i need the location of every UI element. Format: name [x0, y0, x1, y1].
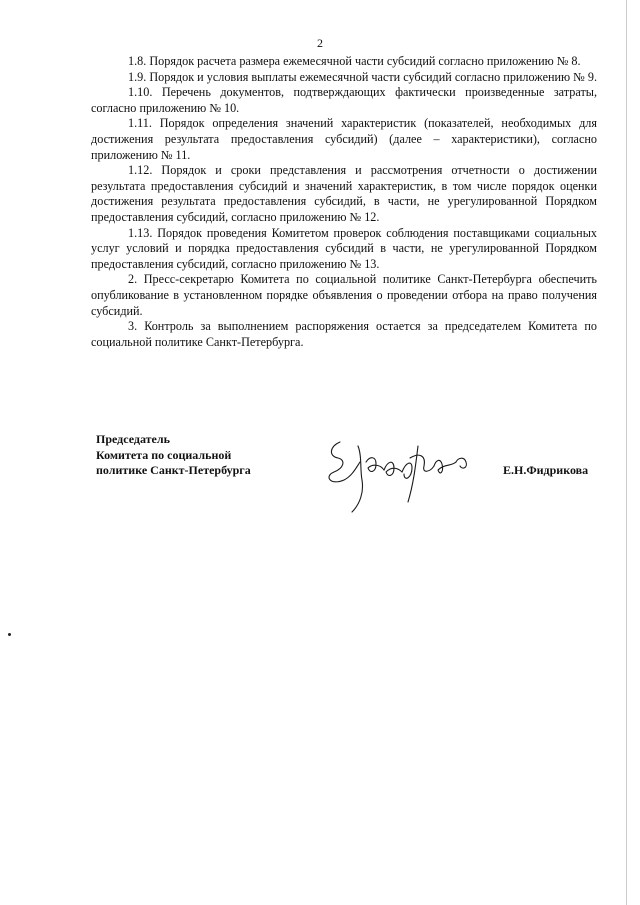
paragraph-1-9: 1.9. Порядок и условия выплаты ежемесячной части субсидий согласно приложению № 9. — [128, 69, 597, 84]
paragraph-1-11: 1.11. Порядок определения значений характеристик (показателей, необходимых для достижения результата предоставления субсидий) (далее – характеристики), согласно приложению № 11. — [91, 116, 597, 162]
paragraph-1-8: 1.8. Порядок расчета размера ежемесячной части субсидий согласно приложению № 8. — [128, 54, 581, 68]
signatory-title-line: политике Санкт-Петербурга — [96, 463, 251, 478]
signatory-title-line: Комитета по социальной — [96, 447, 232, 462]
signatory-title-line: Председатель — [96, 432, 170, 446]
scan-artifact-dot — [8, 633, 11, 636]
paragraph-1-13: 1.13. Порядок проведения Комитетом проверок соблюдения поставщиками социальных услуг условий и порядка предоставления субсидий в части, не урегулированной Порядком предоставления субсидий, согласно приложению № 13. — [91, 225, 597, 271]
paragraph-1-10: 1.10. Перечень документов, подтверждающих фактически произведенные затраты, согласно приложению № 10. — [91, 85, 597, 115]
signatory-name: Е.Н.Фидрикова — [503, 463, 589, 477]
paragraph-1-12: 1.12. Порядок и сроки представления и рассмотрения отчетности о достижении результата предоставления субсидий и значений характеристик, в том числе порядок оценки достижения результата предоставления субсидий, в части, не урегулированной Порядком предоставления субсидий, согласно приложению № 12. — [91, 163, 597, 224]
signatory-title — [96, 432, 296, 479]
document-body — [91, 54, 597, 350]
paragraph-2: 2. Пресс-секретарю Комитета по социальной политике Санкт-Петербурга обеспечить опубликование в установленном порядке объявления о проведении отбора на право получения субсидий. — [91, 272, 597, 318]
page-number: 2 — [317, 36, 323, 50]
paragraph-3: 3. Контроль за выполнением распоряжения остается за председателем Комитета по социальной политике Санкт-Петербурга. — [91, 319, 597, 349]
handwritten-signature — [300, 422, 500, 522]
scan-edge-line — [626, 0, 627, 905]
